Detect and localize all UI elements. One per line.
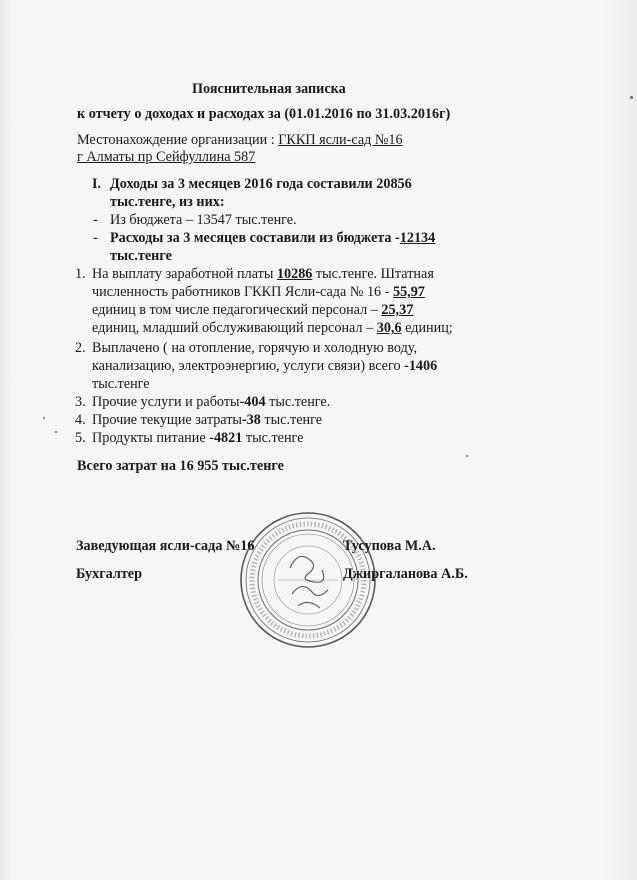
item-1-text-f: единиц; <box>401 320 453 336</box>
item-4-marker: 4. <box>75 412 86 428</box>
budget-dash: - <box>93 212 98 228</box>
item-3-line <box>92 393 330 411</box>
item-3-marker: 3. <box>75 394 86 410</box>
item-1-line-1 <box>92 265 434 283</box>
head-role: Заведующая ясли-сада №16 <box>76 538 255 554</box>
utilities-value: -1406 <box>404 358 438 374</box>
scan-speck <box>466 455 468 457</box>
item-4-text-b: тыс.тенге <box>260 412 323 428</box>
item-1-text-a: На выплату заработной платы <box>92 266 277 282</box>
item-1-marker: 1. <box>75 266 86 282</box>
services-value: -404 <box>239 394 266 410</box>
scan-speck <box>55 431 57 433</box>
item-4-line <box>92 411 322 429</box>
item-5-text-b: тыс.тенге <box>242 430 304 446</box>
item-1-line-3 <box>92 301 413 319</box>
item-5-marker: 5. <box>75 430 86 446</box>
income-line-2: тыс.тенге, из них: <box>110 194 225 210</box>
item-1-line-4 <box>92 319 453 337</box>
budget-income: Из бюджета – 13547 тыс.тенге. <box>110 212 297 228</box>
salary-value: 10286 <box>276 266 313 282</box>
accountant-role: Бухгалтер <box>76 566 142 582</box>
staff-count-value: 55,97 <box>392 284 425 300</box>
section-marker: I. <box>92 176 102 192</box>
item-1-text-d: единиц в том числе педагогический персонал – <box>92 302 382 318</box>
pedagogical-staff-value: 25,37 <box>381 302 414 318</box>
item-4-text-a: Прочие текущие затраты <box>92 412 242 428</box>
food-value: -4821 <box>209 430 243 446</box>
organization-location <box>77 131 403 149</box>
location-label: Местонахождение организации : <box>77 132 275 148</box>
item-1-text-b: тыс.тенге. Штатная <box>312 266 434 282</box>
item-2-line-2 <box>92 357 437 375</box>
item-2-line-1: Выплачено ( на отопление, горячую и холодную воду, <box>92 340 418 356</box>
expense-value: 12134 <box>399 230 436 246</box>
total-expenses: Всего затрат на 16 955 тыс.тенге <box>77 458 284 474</box>
item-1-text-e: единиц, младший обслуживающий персонал – <box>92 320 377 336</box>
expense-text: Расходы за 3 месяцев составили из бюджета - <box>110 230 400 246</box>
item-5-line <box>92 429 303 447</box>
accountant-name: Джиргаланова А.Б. <box>343 566 468 582</box>
organization-address: г Алматы пр Сейфуллина 587 <box>77 149 256 165</box>
item-5-text-a: Продукты питание <box>92 430 210 446</box>
item-3-text-a: Прочие услуги и работы <box>92 394 240 410</box>
document-subtitle: к отчету о доходах и расходах за (01.01.2016 по 31.03.2016г) <box>77 106 451 122</box>
expense-dash: - <box>93 230 98 246</box>
scan-speck <box>630 96 633 99</box>
expense-line-1 <box>110 229 435 247</box>
item-2-marker: 2. <box>75 340 86 356</box>
item-1-text-c: численность работников ГККП Ясли-сада № 16 - <box>92 284 393 300</box>
document-title: Пояснительная записка <box>192 81 346 97</box>
head-name: Тусупова М.А. <box>343 538 436 554</box>
item-1-line-2 <box>92 283 425 301</box>
item-3-text-b: тыс.тенге. <box>265 394 331 410</box>
organization-name: ГККП ясли-сад №16 <box>278 132 403 148</box>
item-2-text-b: канализацию, электроэнергию, услуги связи) всего <box>92 358 405 374</box>
current-costs-value: -38 <box>241 412 261 428</box>
expense-unit: тыс.тенге <box>110 248 172 264</box>
income-line-1: Доходы за 3 месяцев 2016 года составили 20856 <box>110 176 412 192</box>
scan-speck <box>43 417 45 419</box>
junior-staff-value: 30,6 <box>376 320 402 336</box>
item-2-line-3: тыс.тенге <box>92 376 150 392</box>
